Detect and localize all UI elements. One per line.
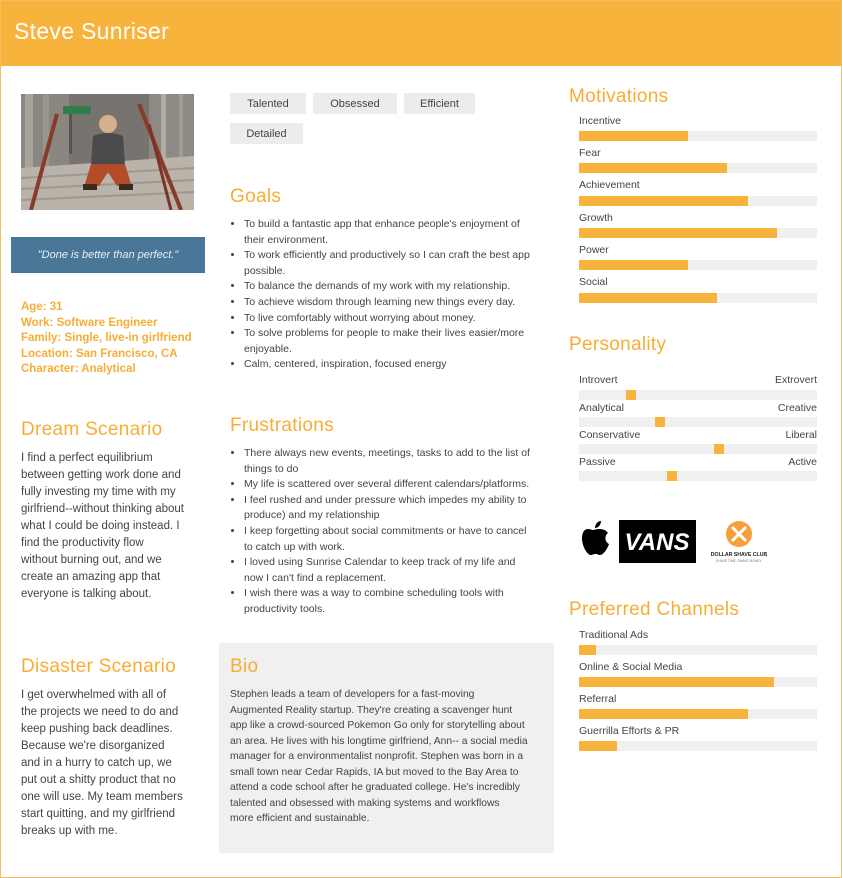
personality-left-label: Conservative	[579, 429, 641, 441]
motivation-label: Social	[579, 276, 608, 288]
channel-label: Traditional Ads	[579, 629, 649, 641]
channel-bar	[579, 709, 817, 719]
fact-location: Location: San Francisco, CA	[21, 347, 178, 360]
text-line: between getting work done and	[21, 469, 181, 481]
text-line: what I could be doing instead. I	[21, 520, 180, 532]
text-line: find the productivity flow	[21, 537, 144, 549]
frustration-item: • I feel rushed and under pressure which impedes my ability to produce) and my relationship	[244, 493, 564, 524]
motivation-label: Growth	[579, 212, 613, 224]
channel-bar-fill	[579, 741, 617, 751]
brand-logos	[581, 516, 781, 566]
frustration-item: • I wish there was a way to combine scheduling tools with productivity tools.	[244, 586, 564, 617]
frustrations-list	[230, 446, 564, 618]
bio-text	[230, 687, 545, 827]
motivation-bar-fill	[579, 196, 748, 206]
motivation-bar-fill	[579, 163, 727, 173]
motivation-label: Achievement	[579, 179, 640, 191]
frustration-item: • My life is scattered over several different calendars/platforms.	[244, 477, 564, 493]
text-line: Because we're disorganized	[21, 740, 165, 752]
personality-scale	[579, 390, 817, 400]
motivation-bar	[579, 163, 817, 173]
text-line: start quitting, and my girlfriend	[21, 808, 176, 820]
frustration-item: • There always new events, meetings, tasks to add to the list of things to do	[244, 446, 564, 477]
bio-title: Bio	[230, 656, 259, 677]
trait-tag: Efficient	[404, 93, 475, 114]
channels-title: Preferred Channels	[569, 599, 740, 620]
fact-character: Character: Analytical	[21, 363, 136, 375]
motivation-bar-fill	[579, 293, 717, 303]
fact-work: Work: Software Engineer	[21, 316, 158, 329]
text-line: girlfriend--without thinking about	[21, 503, 185, 515]
goal-item: • Calm, centered, inspiration, focused energy	[244, 357, 559, 373]
goal-item: • To achieve wisdom through learning new things every day.	[244, 295, 559, 311]
personality-right-label: Creative	[777, 402, 817, 414]
motivation-bar	[579, 196, 817, 206]
text-line: I find a perfect equilibrium	[21, 452, 153, 464]
personality-marker	[714, 444, 724, 454]
goals-title: Goals	[230, 186, 282, 207]
personality-scale	[579, 444, 817, 454]
motivation-bar	[579, 228, 817, 238]
personality-marker	[626, 390, 636, 400]
channel-bar	[579, 741, 817, 751]
persona-quote: "Done is better than perfect."	[11, 237, 205, 273]
personality-left-label: Introvert	[579, 374, 618, 386]
text-line: fully investing my time with my	[21, 486, 176, 498]
personality-marker	[655, 417, 665, 427]
frustrations-title: Frustrations	[230, 415, 334, 436]
disaster-scenario-title: Disaster Scenario	[21, 656, 177, 677]
apple-logo-icon	[582, 521, 609, 555]
channel-label: Online & Social Media	[579, 661, 683, 673]
text-line: keep pushing back deadlines.	[21, 723, 173, 735]
text-line: create an amazing app that	[21, 571, 161, 583]
dollar-shave-club-logo-icon	[711, 521, 768, 563]
frustration-item: • I loved using Sunrise Calendar to keep track of my life and now I can't find a replacement.	[244, 555, 564, 586]
personality-marker	[667, 471, 677, 481]
text-line: an area. He lives with his longtime girlfriend, Ann-- a social media	[230, 735, 528, 747]
motivation-bar-fill	[579, 260, 688, 270]
trait-tag: Obsessed	[313, 93, 397, 114]
goals-list	[230, 217, 559, 373]
personality-scale	[579, 471, 817, 481]
motivation-label: Power	[579, 244, 609, 256]
goal-item: • To balance the demands of my work with my relationship.	[244, 279, 559, 295]
dsc-logo-text: DOLLAR SHAVE CLUB	[710, 552, 768, 558]
goal-item: • To solve problems for people to make their lives easier/more enjoyable.	[244, 326, 559, 357]
trait-tag: Detailed	[230, 123, 303, 144]
text-line: everyone is talking about.	[21, 588, 152, 600]
persona-photo	[21, 94, 194, 210]
channel-bar-fill	[579, 645, 596, 655]
motivation-label: Incentive	[579, 115, 622, 127]
text-line: one will use. My team members	[21, 791, 183, 803]
text-line: Stephen leads a team of developers for a fast-moving	[230, 689, 475, 700]
personality-right-label: Extrovert	[774, 374, 817, 386]
personality-left-label: Passive	[579, 456, 616, 468]
personality-title: Personality	[569, 334, 667, 355]
text-line: manager for a environmentalist nonprofit. Stephen was born in a	[230, 751, 524, 762]
motivation-bar	[579, 131, 817, 141]
trait-tag: Talented	[230, 93, 306, 114]
dsc-logo-tagline: SHAVE TIME. SHAVE MONEY.	[716, 559, 762, 563]
motivations-title: Motivations	[569, 86, 669, 107]
fact-family: Family: Single, live-in girlfriend	[21, 332, 192, 344]
header-banner	[1, 1, 841, 66]
motivation-bar	[579, 260, 817, 270]
text-line: I get overwhelmed with all of	[21, 689, 167, 701]
channel-bar-fill	[579, 677, 774, 687]
disaster-scenario-text	[21, 687, 183, 840]
text-line: Augmented Reality startup. They're creating a scavenger hunt	[230, 704, 513, 716]
personality-right-label: Active	[788, 456, 817, 468]
goal-item: • To build a fantastic app that enhance people's enjoyment of their environment.	[244, 217, 559, 248]
text-line: put out a shitty product that no	[21, 774, 176, 786]
frustration-item: • I keep forgetting about social commitments or have to cancel to catch up with work.	[244, 524, 564, 555]
vans-logo-text: VANS	[624, 529, 690, 556]
personality-scale	[579, 417, 817, 427]
text-line: and in a hurry to catch up, we	[21, 757, 172, 769]
fact-age: Age: 31	[21, 301, 63, 313]
motivation-label: Fear	[579, 147, 601, 159]
persona-facts	[21, 300, 192, 378]
goal-item: • To work efficiently and productively so I can craft the best app possible.	[244, 248, 559, 279]
text-line: talented and obsessed with making systems and workflows	[230, 797, 500, 809]
channel-label: Referral	[579, 693, 617, 705]
persona-name: Steve Sunriser	[14, 18, 170, 44]
goal-item: • To live comfortably without worrying about money.	[244, 311, 559, 327]
dream-scenario-text	[21, 450, 184, 603]
personality-left-label: Analytical	[579, 402, 624, 414]
motivation-bar	[579, 293, 817, 303]
channel-bar	[579, 677, 817, 687]
channel-label: Guerrilla Efforts & PR	[579, 725, 680, 737]
motivation-bar-fill	[579, 131, 688, 141]
text-line: the projects we need to do and	[21, 706, 179, 718]
motivation-bar-fill	[579, 228, 777, 238]
text-line: more efficient and sustainable.	[230, 813, 370, 824]
channel-bar	[579, 645, 817, 655]
text-line: attend a code school after he graduated college. He's incredibly	[230, 782, 520, 793]
dream-scenario-title: Dream Scenario	[21, 419, 163, 440]
text-line: small town near Cedar Rapids, IA but moved to the Bay Area to	[230, 766, 519, 778]
channel-bar-fill	[579, 709, 748, 719]
personality-right-label: Liberal	[785, 429, 817, 441]
text-line: without burning out, and we	[21, 554, 162, 566]
text-line: breaks up with me.	[21, 825, 118, 837]
text-line: app like a crowd-sourced Pokemon Go only for storytelling about	[230, 720, 525, 731]
